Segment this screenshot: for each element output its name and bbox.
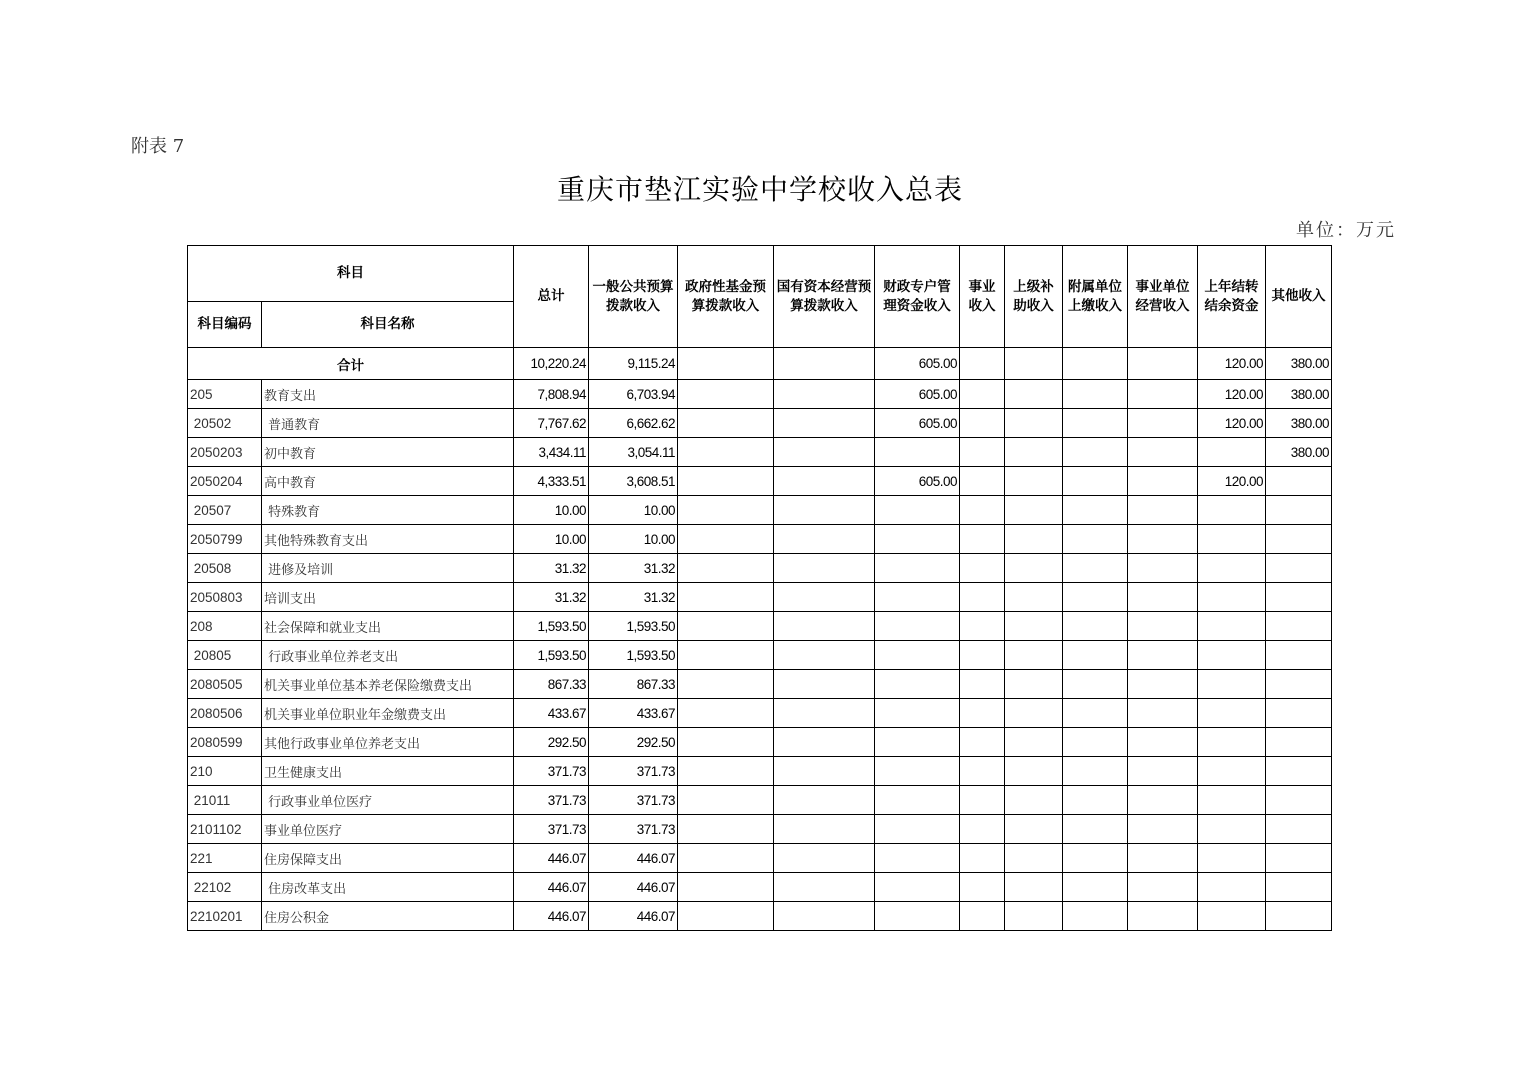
amount-cell [774, 844, 875, 873]
amount-cell [1198, 815, 1266, 844]
header-business: 事业收入 [960, 246, 1005, 348]
total-cell [774, 348, 875, 380]
amount-cell [774, 380, 875, 409]
amount-cell [1198, 699, 1266, 728]
amount-cell [1266, 670, 1332, 699]
amount-cell [960, 525, 1005, 554]
table-row [188, 380, 1332, 409]
table-row [188, 844, 1332, 873]
amount-cell [1128, 554, 1198, 583]
amount-cell [1005, 786, 1063, 815]
amount-cell [1005, 409, 1063, 438]
amount-cell [1063, 641, 1128, 670]
amount-cell [1005, 670, 1063, 699]
total-cell [678, 348, 774, 380]
amount-cell [1198, 786, 1266, 815]
amount-cell: 7,767.62 [514, 409, 589, 438]
amount-cell: 371.73 [589, 757, 678, 786]
amount-cell [1005, 844, 1063, 873]
amount-cell [1005, 438, 1063, 467]
subject-name-cell: 住房公积金 [262, 902, 514, 931]
subject-code-cell: 2050803 [188, 583, 262, 612]
amount-cell: 10.00 [514, 496, 589, 525]
table-row [188, 728, 1332, 757]
amount-cell [960, 728, 1005, 757]
amount-cell [1005, 467, 1063, 496]
amount-cell [1063, 380, 1128, 409]
amount-cell: 10.00 [589, 525, 678, 554]
amount-cell [1005, 554, 1063, 583]
header-affiliated-turnover: 附属单位上缴收入 [1063, 246, 1128, 348]
amount-cell [960, 786, 1005, 815]
amount-cell [1005, 612, 1063, 641]
subject-code-cell: 208 [188, 612, 262, 641]
header-business-operation: 事业单位经营收入 [1128, 246, 1198, 348]
amount-cell [1063, 728, 1128, 757]
subject-name-cell: 高中教育 [262, 467, 514, 496]
subject-code-cell: 20507 [188, 496, 262, 525]
header-subject: 科目 [188, 246, 514, 302]
amount-cell [1005, 583, 1063, 612]
subject-name-cell: 住房改革支出 [262, 873, 514, 902]
table-row [188, 815, 1332, 844]
amount-cell [875, 438, 960, 467]
amount-cell [678, 786, 774, 815]
subject-code-cell: 20502 [188, 409, 262, 438]
amount-cell [1128, 409, 1198, 438]
amount-cell [1063, 786, 1128, 815]
amount-cell: 31.32 [589, 554, 678, 583]
amount-cell [960, 902, 1005, 931]
amount-cell [1266, 786, 1332, 815]
subject-code-cell: 2050204 [188, 467, 262, 496]
amount-cell [960, 641, 1005, 670]
amount-cell [774, 438, 875, 467]
amount-cell [1198, 438, 1266, 467]
amount-cell [1005, 728, 1063, 757]
amount-cell [1128, 380, 1198, 409]
amount-cell [1128, 641, 1198, 670]
amount-cell [1266, 612, 1332, 641]
amount-cell [960, 699, 1005, 728]
amount-cell [1128, 496, 1198, 525]
amount-cell [960, 612, 1005, 641]
amount-cell: 1,593.50 [589, 612, 678, 641]
subject-name-cell: 其他特殊教育支出 [262, 525, 514, 554]
subject-code-cell: 2080505 [188, 670, 262, 699]
subject-name-cell: 机关事业单位职业年金缴费支出 [262, 699, 514, 728]
amount-cell: 867.33 [514, 670, 589, 699]
amount-cell: 3,434.11 [514, 438, 589, 467]
amount-cell [774, 409, 875, 438]
subject-name-cell: 住房保障支出 [262, 844, 514, 873]
amount-cell [1198, 525, 1266, 554]
amount-cell [960, 554, 1005, 583]
amount-cell [774, 786, 875, 815]
amount-cell [960, 496, 1005, 525]
amount-cell: 371.73 [514, 815, 589, 844]
amount-cell [875, 873, 960, 902]
amount-cell [875, 844, 960, 873]
amount-cell: 10.00 [514, 525, 589, 554]
table-row [188, 583, 1332, 612]
amount-cell [1063, 815, 1128, 844]
amount-cell: 605.00 [875, 467, 960, 496]
amount-cell [1266, 728, 1332, 757]
total-label: 合计 [188, 348, 514, 380]
subject-name-cell: 培训支出 [262, 583, 514, 612]
amount-cell [1063, 902, 1128, 931]
header-superior-subsidy: 上级补助收入 [1005, 246, 1063, 348]
amount-cell: 380.00 [1266, 380, 1332, 409]
amount-cell [774, 670, 875, 699]
amount-cell [1198, 757, 1266, 786]
amount-cell [1198, 554, 1266, 583]
subject-name-cell: 教育支出 [262, 380, 514, 409]
amount-cell: 31.32 [514, 583, 589, 612]
income-summary-table [187, 245, 1332, 931]
amount-cell [1128, 670, 1198, 699]
amount-cell: 3,054.11 [589, 438, 678, 467]
table-row [188, 873, 1332, 902]
amount-cell: 605.00 [875, 380, 960, 409]
amount-cell [1063, 670, 1128, 699]
amount-cell [1005, 525, 1063, 554]
amount-cell: 1,593.50 [514, 641, 589, 670]
amount-cell [678, 380, 774, 409]
amount-cell: 371.73 [514, 757, 589, 786]
amount-cell [875, 815, 960, 844]
amount-cell [1005, 380, 1063, 409]
amount-cell [678, 554, 774, 583]
amount-cell: 292.50 [514, 728, 589, 757]
header-state-capital: 国有资本经营预算拨款收入 [774, 246, 875, 348]
amount-cell [875, 554, 960, 583]
amount-cell [1063, 554, 1128, 583]
amount-cell: 10.00 [589, 496, 678, 525]
amount-cell: 371.73 [514, 786, 589, 815]
amount-cell [960, 757, 1005, 786]
amount-cell [1128, 467, 1198, 496]
subject-name-cell: 卫生健康支出 [262, 757, 514, 786]
amount-cell [1063, 757, 1128, 786]
amount-cell [1063, 844, 1128, 873]
amount-cell [774, 496, 875, 525]
amount-cell [1128, 438, 1198, 467]
amount-cell [1063, 409, 1128, 438]
amount-cell [678, 728, 774, 757]
amount-cell: 446.07 [589, 873, 678, 902]
amount-cell [1198, 496, 1266, 525]
amount-cell [1198, 612, 1266, 641]
amount-cell [678, 583, 774, 612]
table-row [188, 438, 1332, 467]
amount-cell: 605.00 [875, 409, 960, 438]
amount-cell [774, 815, 875, 844]
subject-code-cell: 2080506 [188, 699, 262, 728]
annex-label: 附表 7 [131, 136, 185, 157]
amount-cell [960, 583, 1005, 612]
amount-cell: 446.07 [514, 844, 589, 873]
table-row [188, 757, 1332, 786]
total-cell: 9,115.24 [589, 348, 678, 380]
amount-cell [1266, 902, 1332, 931]
table-row [188, 496, 1332, 525]
amount-cell [1063, 612, 1128, 641]
amount-cell [678, 612, 774, 641]
total-row [188, 348, 1332, 380]
amount-cell [875, 728, 960, 757]
amount-cell: 446.07 [589, 902, 678, 931]
amount-cell [774, 757, 875, 786]
subject-name-cell: 其他行政事业单位养老支出 [262, 728, 514, 757]
amount-cell [1063, 525, 1128, 554]
amount-cell [774, 641, 875, 670]
header-carryover: 上年结转结余资金 [1198, 246, 1266, 348]
amount-cell: 433.67 [589, 699, 678, 728]
amount-cell [875, 583, 960, 612]
amount-cell [875, 525, 960, 554]
amount-cell [1266, 583, 1332, 612]
subject-code-cell: 221 [188, 844, 262, 873]
amount-cell [774, 554, 875, 583]
amount-cell [875, 496, 960, 525]
amount-cell [1063, 496, 1128, 525]
amount-cell [1198, 873, 1266, 902]
subject-code-cell: 210 [188, 757, 262, 786]
amount-cell [678, 699, 774, 728]
amount-cell [1063, 583, 1128, 612]
amount-cell [1128, 612, 1198, 641]
subject-name-cell: 特殊教育 [262, 496, 514, 525]
subject-name-cell: 初中教育 [262, 438, 514, 467]
amount-cell: 1,593.50 [514, 612, 589, 641]
amount-cell [1198, 670, 1266, 699]
amount-cell [1005, 496, 1063, 525]
header-special-account: 财政专户管理资金收入 [875, 246, 960, 348]
total-cell [1063, 348, 1128, 380]
amount-cell: 446.07 [589, 844, 678, 873]
amount-cell [1198, 902, 1266, 931]
amount-cell: 446.07 [514, 902, 589, 931]
amount-cell [678, 757, 774, 786]
amount-cell: 4,333.51 [514, 467, 589, 496]
amount-cell [1128, 728, 1198, 757]
amount-cell [678, 902, 774, 931]
table-row [188, 409, 1332, 438]
amount-cell [774, 873, 875, 902]
amount-cell [678, 873, 774, 902]
amount-cell [1266, 525, 1332, 554]
amount-cell [1198, 728, 1266, 757]
amount-cell [1128, 815, 1198, 844]
subject-name-cell: 进修及培训 [262, 554, 514, 583]
subject-name-cell: 行政事业单位医疗 [262, 786, 514, 815]
subject-code-cell: 2050203 [188, 438, 262, 467]
amount-cell: 120.00 [1198, 467, 1266, 496]
amount-cell [875, 612, 960, 641]
amount-cell: 3,608.51 [589, 467, 678, 496]
subject-code-cell: 20508 [188, 554, 262, 583]
total-cell: 10,220.24 [514, 348, 589, 380]
subject-name-cell: 行政事业单位养老支出 [262, 641, 514, 670]
subject-code-cell: 21011 [188, 786, 262, 815]
table-row [188, 641, 1332, 670]
amount-cell [960, 438, 1005, 467]
total-cell [960, 348, 1005, 380]
amount-cell: 292.50 [589, 728, 678, 757]
amount-cell [1128, 844, 1198, 873]
amount-cell: 6,662.62 [589, 409, 678, 438]
amount-cell [875, 641, 960, 670]
amount-cell [1005, 757, 1063, 786]
amount-cell [1128, 786, 1198, 815]
amount-cell [1198, 583, 1266, 612]
table-row [188, 786, 1332, 815]
total-cell [1005, 348, 1063, 380]
subject-name-cell: 社会保障和就业支出 [262, 612, 514, 641]
amount-cell [678, 409, 774, 438]
amount-cell [1128, 902, 1198, 931]
amount-cell [678, 438, 774, 467]
amount-cell [875, 670, 960, 699]
amount-cell [1005, 873, 1063, 902]
amount-cell [1128, 757, 1198, 786]
amount-cell [875, 757, 960, 786]
amount-cell [1266, 815, 1332, 844]
amount-cell [1266, 496, 1332, 525]
amount-cell [875, 699, 960, 728]
amount-cell [1128, 583, 1198, 612]
amount-cell: 371.73 [589, 815, 678, 844]
unit-label: 单位：万元 [1296, 220, 1396, 241]
amount-cell: 433.67 [514, 699, 589, 728]
amount-cell [1198, 844, 1266, 873]
amount-cell [1005, 902, 1063, 931]
amount-cell [875, 786, 960, 815]
table-row [188, 525, 1332, 554]
total-cell [1128, 348, 1198, 380]
amount-cell [678, 670, 774, 699]
amount-cell [774, 902, 875, 931]
subject-code-cell: 2080599 [188, 728, 262, 757]
amount-cell [1266, 641, 1332, 670]
subject-name-cell: 事业单位医疗 [262, 815, 514, 844]
amount-cell [774, 728, 875, 757]
total-cell: 605.00 [875, 348, 960, 380]
subject-code-cell: 2050799 [188, 525, 262, 554]
amount-cell: 6,703.94 [589, 380, 678, 409]
amount-cell: 1,593.50 [589, 641, 678, 670]
amount-cell: 380.00 [1266, 409, 1332, 438]
amount-cell [1005, 699, 1063, 728]
subject-code-cell: 2101102 [188, 815, 262, 844]
amount-cell [1063, 467, 1128, 496]
amount-cell [960, 844, 1005, 873]
table-row [188, 699, 1332, 728]
amount-cell: 7,808.94 [514, 380, 589, 409]
amount-cell [774, 583, 875, 612]
amount-cell [1063, 873, 1128, 902]
amount-cell [960, 873, 1005, 902]
amount-cell [1266, 844, 1332, 873]
table-row [188, 612, 1332, 641]
header-other: 其他收入 [1266, 246, 1332, 348]
amount-cell [678, 815, 774, 844]
amount-cell [1063, 438, 1128, 467]
amount-cell: 371.73 [589, 786, 678, 815]
amount-cell [1128, 699, 1198, 728]
amount-cell [1266, 554, 1332, 583]
subject-code-cell: 20805 [188, 641, 262, 670]
subject-name-cell: 机关事业单位基本养老保险缴费支出 [262, 670, 514, 699]
amount-cell [960, 409, 1005, 438]
amount-cell [960, 815, 1005, 844]
amount-cell: 31.32 [514, 554, 589, 583]
subject-name-cell: 普通教育 [262, 409, 514, 438]
amount-cell [678, 525, 774, 554]
amount-cell [678, 496, 774, 525]
amount-cell [875, 902, 960, 931]
amount-cell [774, 612, 875, 641]
amount-cell [1128, 873, 1198, 902]
subject-code-cell: 205 [188, 380, 262, 409]
table-row [188, 467, 1332, 496]
amount-cell [1198, 641, 1266, 670]
total-cell: 380.00 [1266, 348, 1332, 380]
amount-cell [678, 844, 774, 873]
header-code: 科目编码 [188, 302, 262, 348]
amount-cell: 380.00 [1266, 438, 1332, 467]
header-total: 总计 [514, 246, 589, 348]
amount-cell: 446.07 [514, 873, 589, 902]
amount-cell: 31.32 [589, 583, 678, 612]
amount-cell: 120.00 [1198, 409, 1266, 438]
amount-cell [1266, 467, 1332, 496]
amount-cell [1128, 525, 1198, 554]
amount-cell [1266, 873, 1332, 902]
page-title: 重庆市垫江实验中学校收入总表 [556, 173, 963, 206]
amount-cell: 120.00 [1198, 380, 1266, 409]
amount-cell [774, 467, 875, 496]
header-name: 科目名称 [262, 302, 514, 348]
header-general-budget: 一般公共预算拨款收入 [589, 246, 678, 348]
amount-cell [774, 525, 875, 554]
amount-cell [678, 467, 774, 496]
amount-cell [1005, 815, 1063, 844]
amount-cell [960, 380, 1005, 409]
amount-cell [960, 670, 1005, 699]
table-row [188, 554, 1332, 583]
table-row [188, 670, 1332, 699]
header-gov-fund: 政府性基金预算拨款收入 [678, 246, 774, 348]
amount-cell: 867.33 [589, 670, 678, 699]
amount-cell [1063, 699, 1128, 728]
subject-code-cell: 2210201 [188, 902, 262, 931]
subject-code-cell: 22102 [188, 873, 262, 902]
amount-cell [678, 641, 774, 670]
amount-cell [774, 699, 875, 728]
amount-cell [1005, 641, 1063, 670]
total-cell: 120.00 [1198, 348, 1266, 380]
amount-cell [960, 467, 1005, 496]
table-row [188, 902, 1332, 931]
amount-cell [1266, 757, 1332, 786]
amount-cell [1266, 699, 1332, 728]
